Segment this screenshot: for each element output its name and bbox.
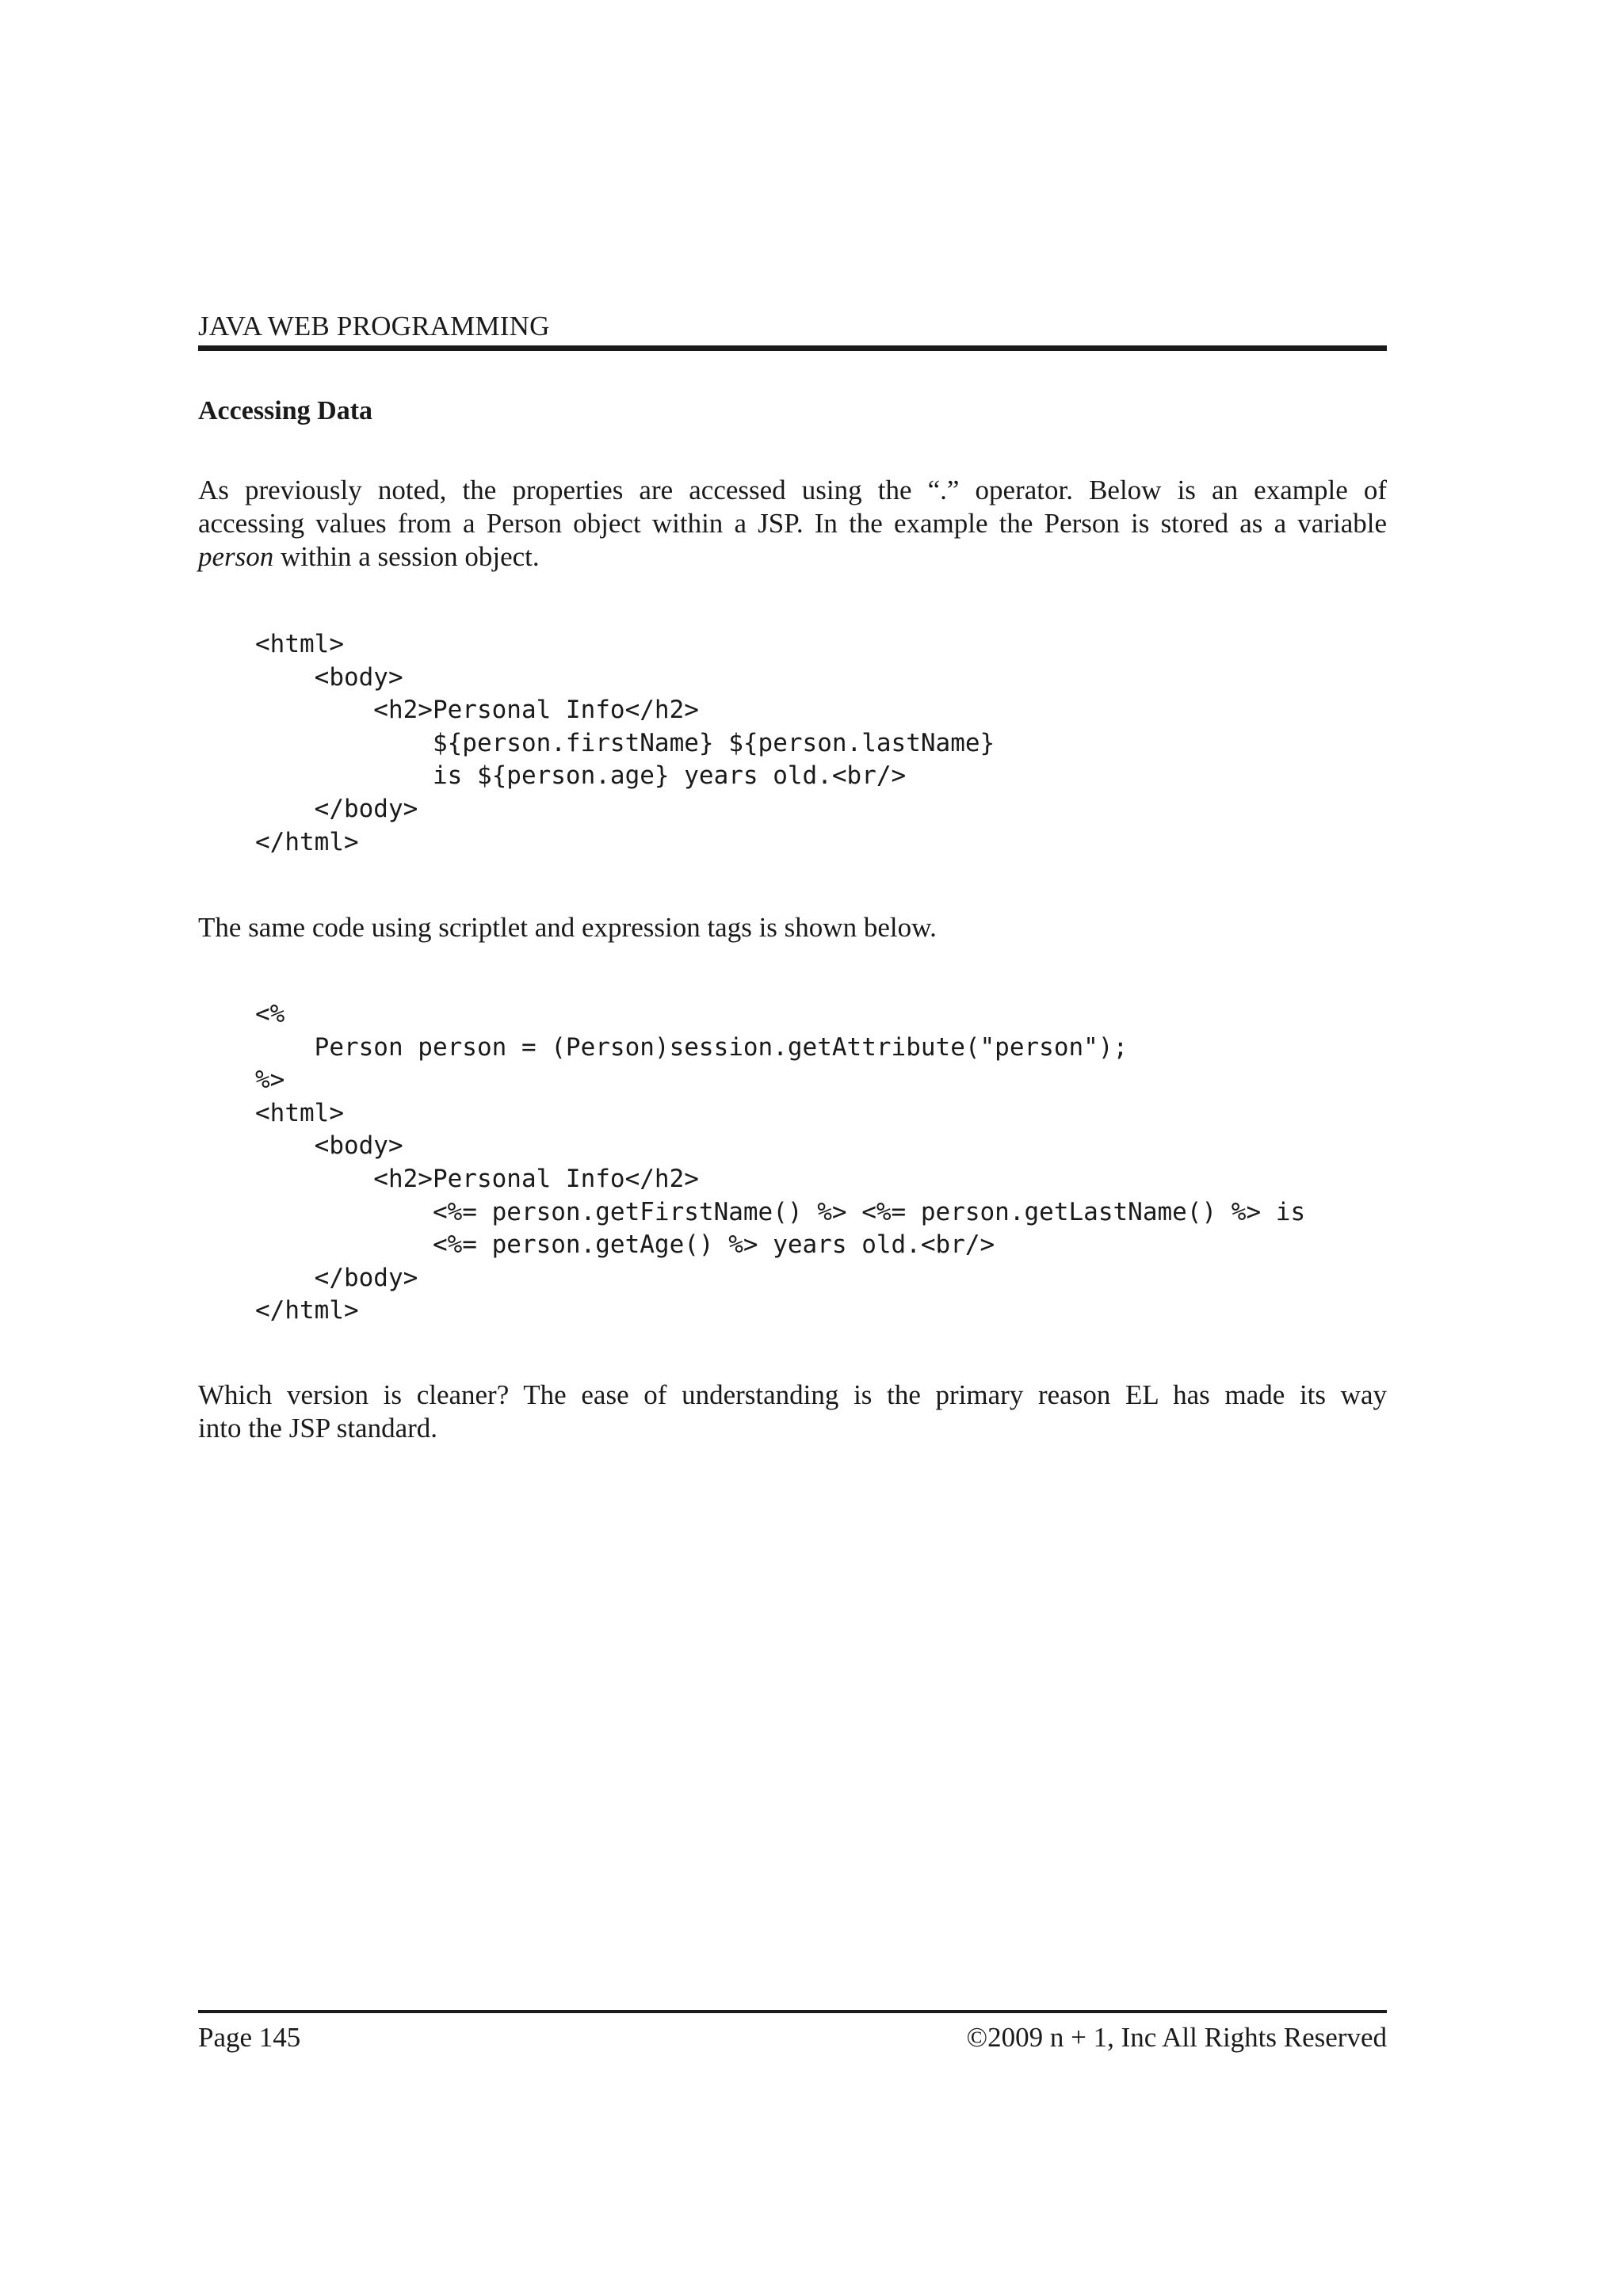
intro-line-3-rest: within a session object. [273, 541, 540, 572]
intro-variable-name: person [198, 541, 274, 572]
document-page [198, 0, 1387, 2296]
intro-line-1: As previously noted, the properties are accessed using the “.” operator. Below is an example of [198, 475, 1387, 505]
intro-line-3 [198, 540, 1387, 574]
scriptlet-code-listing: <% Person person = (Person)session.getAttribute("person"); %> <html> <body> <h2>Personal Info</h2> <%= person.getFirstName() %> <%= person.getLastName() %> is <%= person.getAge() %> years old.<br/> </body> </html> [255, 1000, 1306, 1325]
closing-paragraph [198, 1379, 1387, 1445]
section-title: Accessing Data [198, 396, 373, 425]
footer-rule [198, 2010, 1387, 2013]
transition-line: The same code using scriptlet and expression tags is shown below. [198, 912, 937, 943]
transition-paragraph [198, 911, 1387, 944]
closing-line-1: Which version is cleaner? The ease of understanding is the primary reason EL has made its way [198, 1379, 1387, 1410]
intro-line-2: accessing values from a Person object within a JSP. In the example the Person is stored as a variable [198, 508, 1387, 539]
el-code-listing: <html> <body> <h2>Personal Info</h2> ${person.firstName} ${person.lastName} is ${person.age} years old.<br/> </body> </html> [255, 630, 995, 856]
page-number: Page 145 [198, 2022, 301, 2053]
copyright-notice: ©2009 n + 1, Inc All Rights Reserved [966, 2022, 1387, 2053]
closing-line-2: into the JSP standard. [198, 1413, 438, 1444]
running-header: JAVA WEB PROGRAMMING [198, 311, 550, 341]
intro-paragraph [198, 474, 1387, 574]
header-rule [198, 345, 1387, 351]
